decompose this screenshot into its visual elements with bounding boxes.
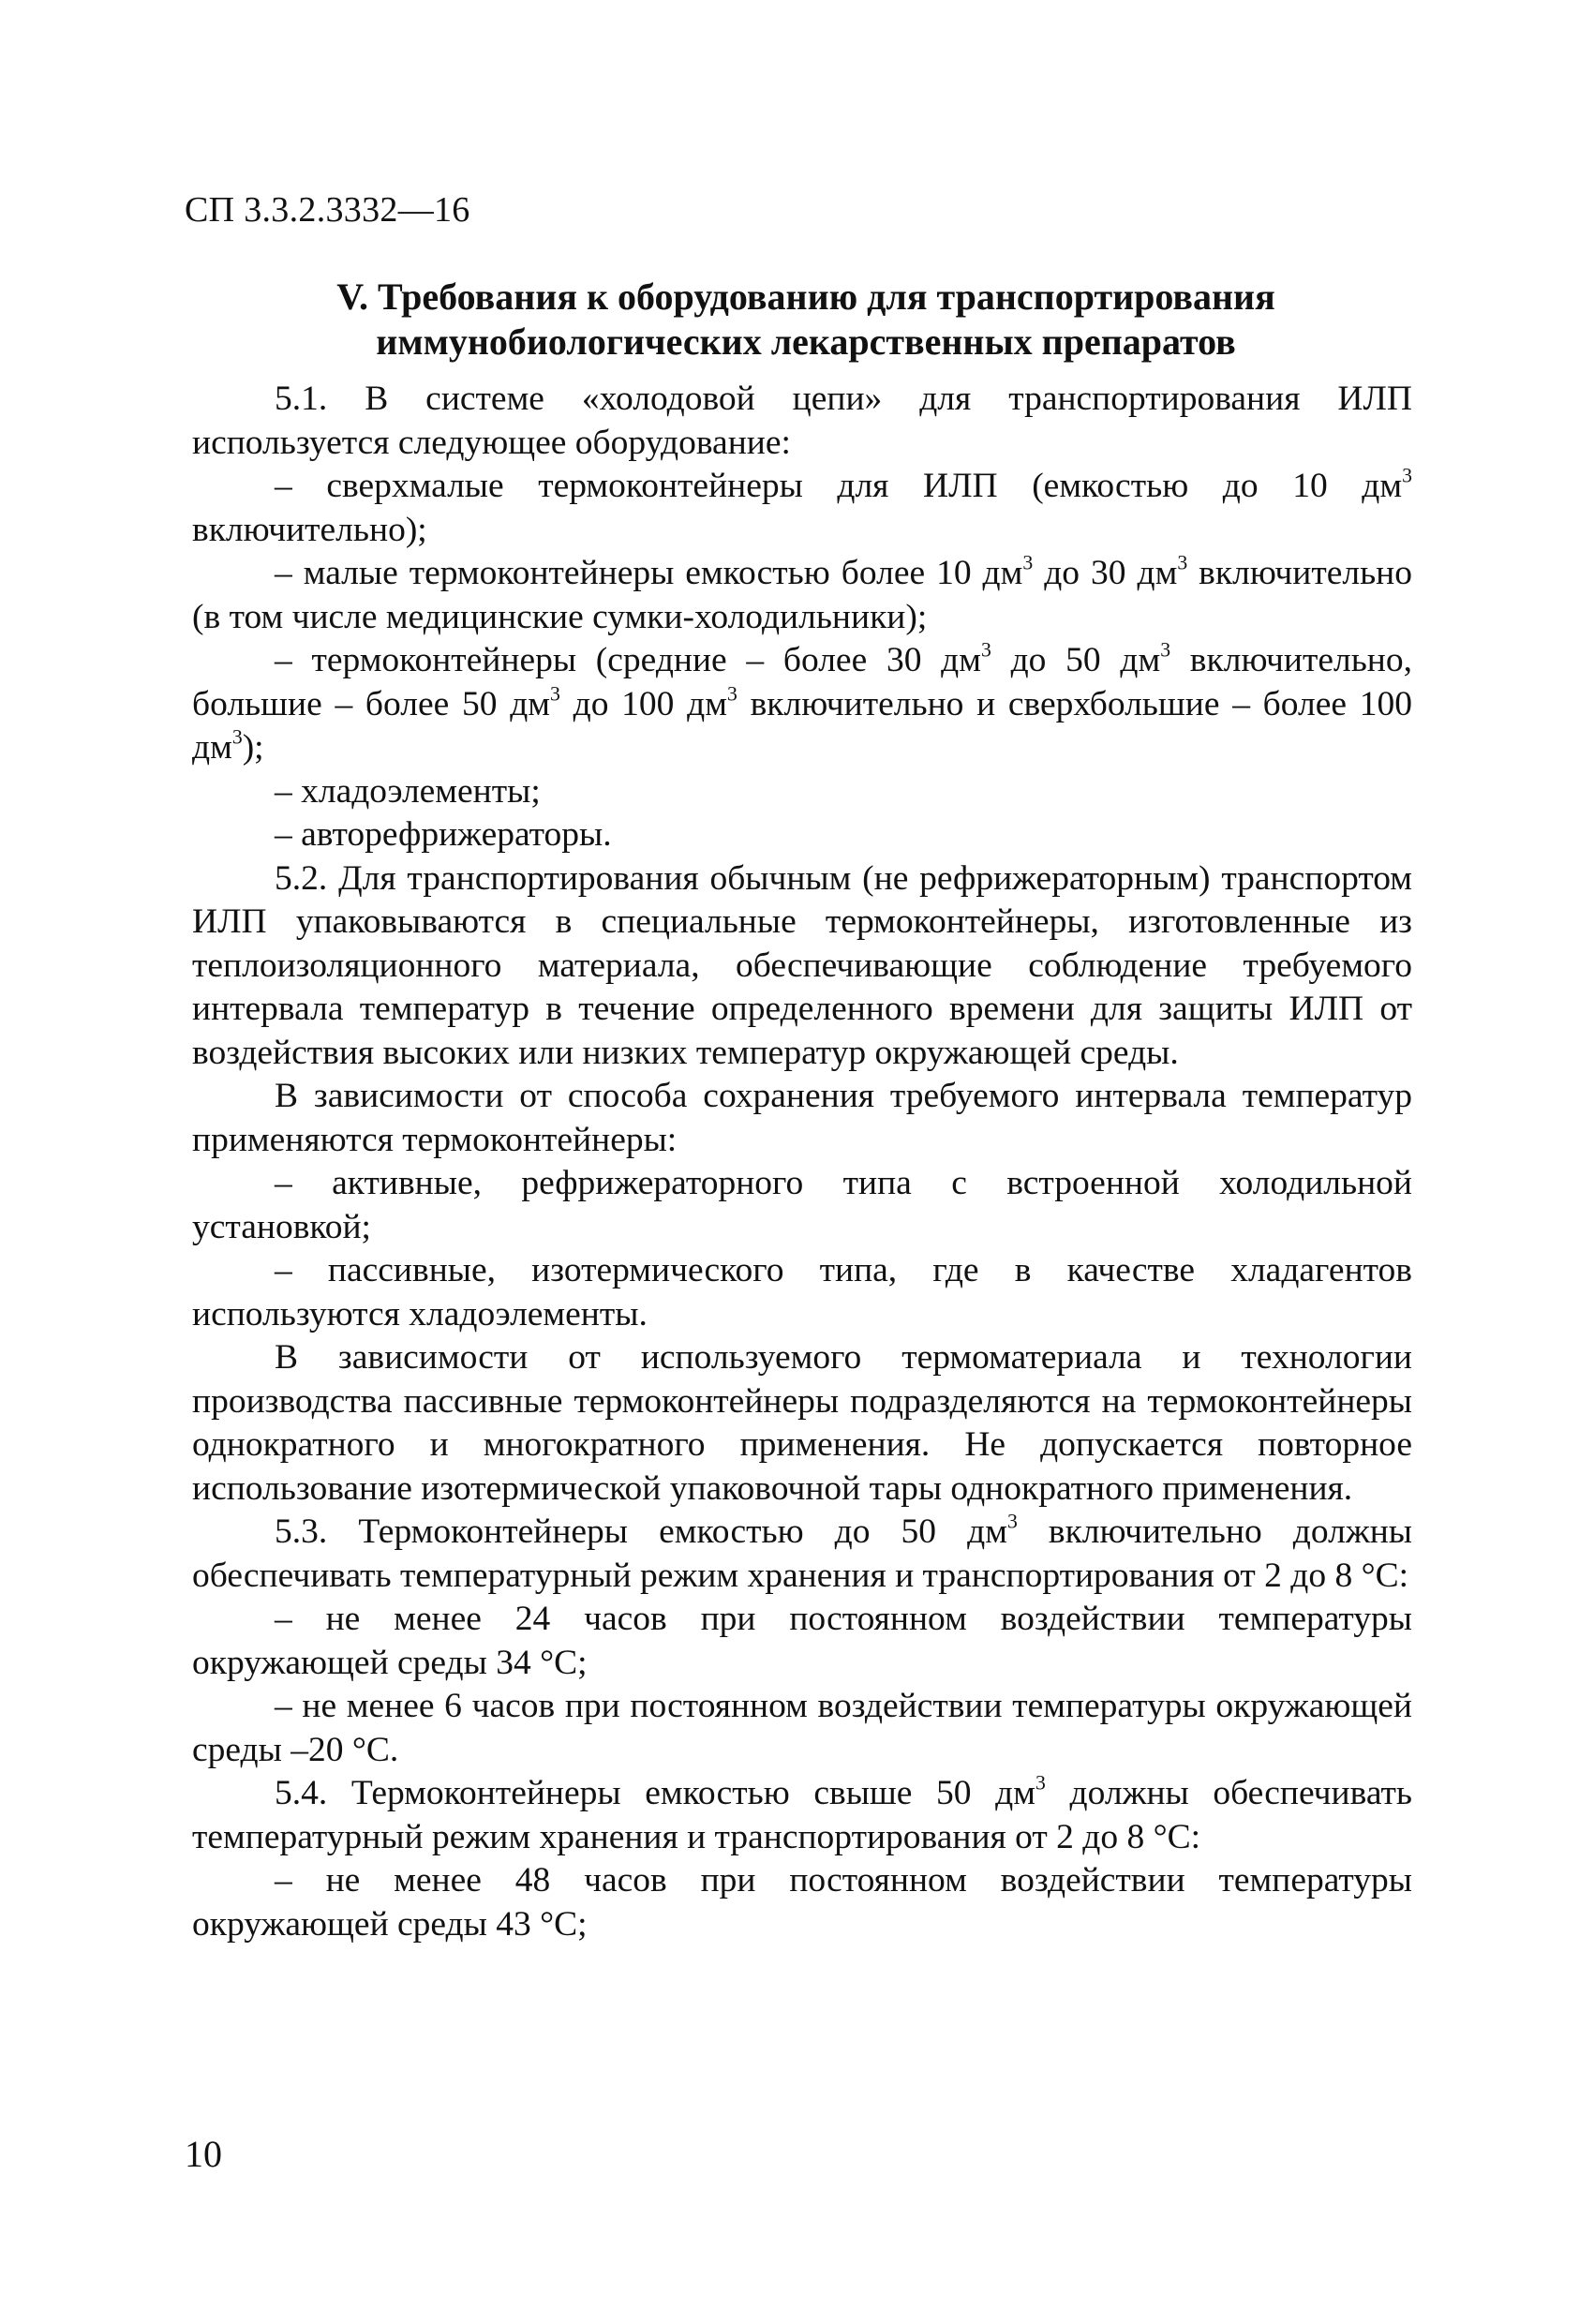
- paragraph-text: должны обеспечивать температурный режим хранения и транспортирования от 2 до 8 °С:: [192, 1774, 1412, 1856]
- superscript-cube: 3: [1402, 464, 1412, 487]
- list-item-text: включительно, большие – более 50 дм: [192, 641, 1412, 723]
- paragraph-text: 5.3. Термоконтейнеры емкостью до 50 дм: [275, 1512, 1007, 1551]
- list-item-48-hours: – не менее 48 часов при постоянном воздействии температуры окружающей среды 43 °С;: [192, 1861, 1412, 1944]
- superscript-cube: 3: [1160, 638, 1171, 662]
- list-item-text: включительно (в том числе медицинские сумки-холодильники);: [192, 554, 1412, 636]
- section-heading-line-2: иммунобиологических лекарственных препаратов: [376, 320, 1236, 363]
- list-item-ultra-small-containers: [192, 465, 1412, 552]
- list-item-24-hours: – не менее 24 часов при постоянном воздействии температуры окружающей среды 34 °С;: [192, 1600, 1412, 1682]
- list-item-text: до 100 дм: [559, 684, 727, 723]
- list-item-text: );: [242, 728, 264, 767]
- document-code: СП 3.3.2.3332—16: [185, 190, 470, 230]
- paragraph-thermomaterial: В зависимости от используемого термоматериала и технологии производства пассивные термоконтейнеры подразделяются на термоконтейнеры однократного и многократного применения. Не допускается повторное использование изотермической упаковочной тары однократного применения.: [192, 1338, 1412, 1508]
- section-heading-line-1: V. Требования к оборудованию для транспортирования: [336, 276, 1275, 318]
- superscript-cube: 3: [1022, 551, 1034, 574]
- list-item-passive-containers: – пассивные, изотермического типа, где в качестве хладагентов используются хладоэлементы.: [192, 1251, 1412, 1333]
- list-item-text: включительно и сверхбольшие – более 100 дм: [192, 684, 1412, 767]
- superscript-cube: 3: [981, 638, 991, 662]
- paragraph-text: включительно должны обеспечивать температурный режим хранения и транспортирования от 2 до 8 °С:: [192, 1512, 1412, 1595]
- superscript-cube: 3: [1035, 1771, 1046, 1795]
- paragraph-5-2: 5.2. Для транспортирования обычным (не рефрижераторным) транспортом ИЛП упаковываются в специальные термоконтейнеры, изготовленные из теплоизоляционного материала, обеспечивающие соблюдение требуемого интервала температур в течение определенного времени для защиты ИЛП от воздействия высоких или низких температур окружающей среды.: [192, 858, 1412, 1072]
- superscript-cube: 3: [550, 681, 560, 705]
- superscript-cube: 3: [1177, 551, 1188, 574]
- list-item-text: до 30 дм: [1033, 554, 1178, 592]
- list-item-thermocontainers: [192, 639, 1412, 770]
- list-item-text: включительно);: [192, 510, 427, 549]
- section-heading: [192, 275, 1420, 365]
- paragraph-5-4: [192, 1772, 1412, 1859]
- list-item-refrigerated-vehicles: – авторефрижераторы.: [275, 815, 612, 854]
- list-item-active-containers: – активные, рефрижераторного типа с встроенной холодильной установкой;: [192, 1164, 1412, 1246]
- paragraph-temperature-interval: В зависимости от способа сохранения требуемого интервала температур применяются термоконтейнеры:: [192, 1077, 1412, 1159]
- paragraph-text: 5.4. Термоконтейнеры емкостью свыше 50 дм: [275, 1774, 1035, 1812]
- list-item-cold-packs: – хладоэлементы;: [275, 771, 541, 811]
- document-body: [192, 378, 1412, 1946]
- list-item-text: – сверхмалые термоконтейнеры для ИЛП (емкостью до 10 дм: [275, 467, 1403, 505]
- paragraph-5-1: 5.1. В системе «холодовой цепи» для транспортирования ИЛП используется следующее оборудование:: [192, 380, 1412, 462]
- list-item-text: – малые термоконтейнеры емкостью более 10 дм: [275, 554, 1023, 592]
- list-item-small-containers: [192, 552, 1412, 639]
- superscript-cube: 3: [1006, 1510, 1018, 1533]
- list-item-6-hours: – не менее 6 часов при постоянном воздействии температуры окружающей среды –20 °С.: [192, 1687, 1412, 1769]
- paragraph-5-3: [192, 1511, 1412, 1598]
- list-item-text: до 50 дм: [991, 641, 1161, 679]
- superscript-cube: 3: [231, 725, 243, 749]
- superscript-cube: 3: [726, 681, 737, 705]
- page-number: 10: [185, 2133, 222, 2175]
- list-item-text: – термоконтейнеры (средние – более 30 дм: [275, 641, 981, 679]
